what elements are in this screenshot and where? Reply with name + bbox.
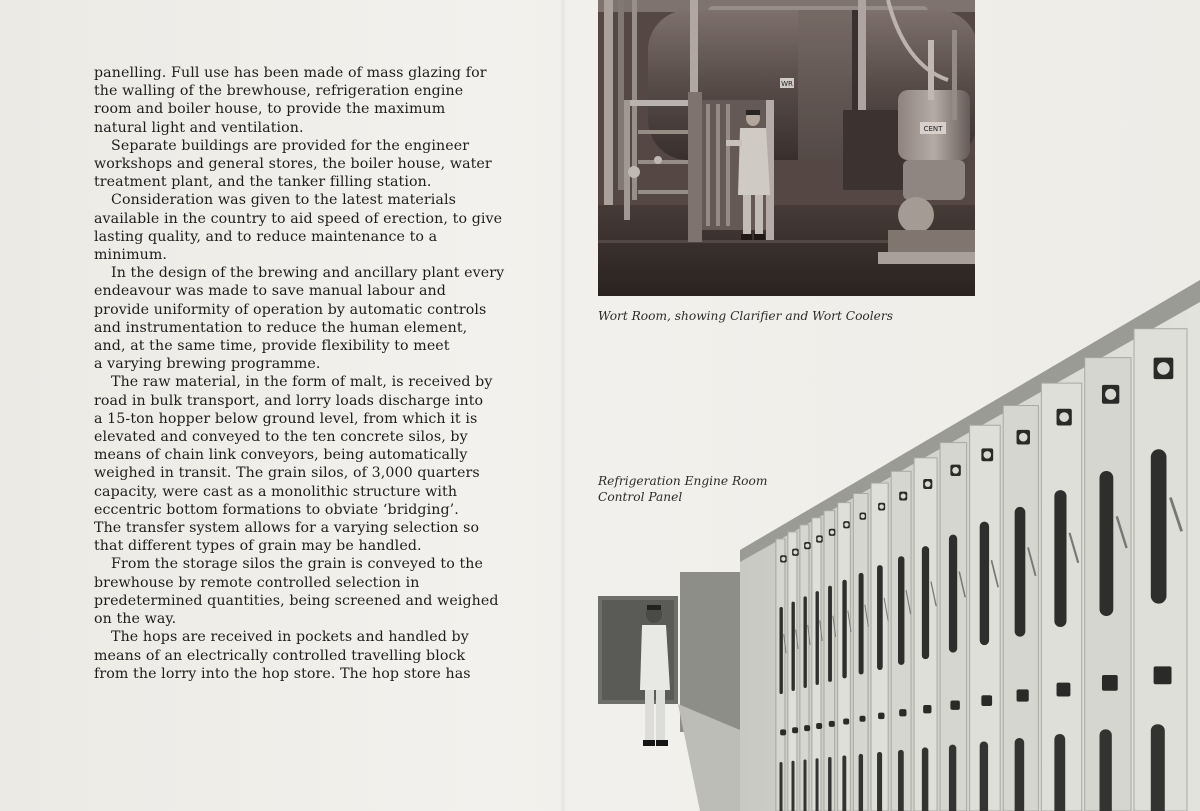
panel-column — [914, 458, 937, 811]
body-text-line: Consideration was given to the latest materials — [111, 192, 456, 209]
body-text-line: The raw material, in the form of malt, is received by — [111, 374, 493, 391]
body-text-line: the walling of the brewhouse, refrigeration engine — [94, 83, 464, 100]
body-text-line: room and boiler house, to provide the maximum — [94, 101, 446, 118]
body-text-line: means of chain link conveyors, being automatically — [94, 447, 468, 464]
panel-column — [788, 532, 799, 811]
body-text-line: In the design of the brewing and ancillary plant every — [111, 265, 505, 282]
panel-column — [1003, 406, 1038, 811]
svg-text:CENT: CENT — [923, 125, 943, 133]
body-text-line: The transfer system allows for a varying selection so — [94, 520, 480, 537]
panel-column — [812, 518, 823, 811]
body-text-line: minimum. — [94, 247, 168, 264]
body-text-line: and instrumentation to reduce the human element, — [94, 319, 468, 336]
body-text-line: a varying brewing programme. — [94, 356, 321, 373]
panel-column — [1085, 358, 1131, 811]
wort-room-illustration — [598, 0, 975, 296]
body-text-line: From the storage silos the grain is conveyed to the — [111, 556, 484, 573]
body-text-line: from the lorry into the hop store. The hop store has — [94, 665, 471, 682]
control-panel-illustration — [590, 280, 1200, 811]
body-text-line: panelling. Full use has been made of mass glazing for — [94, 65, 487, 81]
panel-column — [800, 525, 811, 811]
panel-column — [1134, 329, 1187, 811]
body-text-line: a 15-ton hopper below ground level, from which it is — [94, 410, 478, 427]
body-text-line: elevated and conveyed to the ten concrete silos, by — [94, 429, 468, 446]
wort-room-photo — [598, 0, 975, 296]
body-text-line: and, at the same time, provide flexibility to meet — [94, 338, 450, 355]
panel-cells — [776, 329, 1187, 811]
svg-text:WR: WR — [781, 80, 793, 88]
panel-column — [824, 511, 836, 811]
panel-column — [1041, 383, 1081, 811]
panel-column — [853, 493, 868, 811]
panel-column — [838, 503, 851, 811]
control-panel-caption-line2: Control Panel — [598, 490, 683, 504]
wort-room-caption: Wort Room, showing Clarifier and Wort Coolers — [598, 309, 893, 323]
control-panel-photo — [590, 280, 1200, 811]
body-text-line: brewhouse by remote controlled selection in — [94, 574, 420, 591]
body-text-line: eccentric bottom formations to obviate ‘bridging’. — [94, 501, 459, 518]
panel-column — [970, 425, 1001, 811]
body-text-line: that different types of grain may be handled. — [94, 538, 422, 555]
body-text-line: treatment plant, and the tanker filling station. — [94, 174, 432, 191]
body-text-line: weighed in transit. The grain silos, of 3,000 quarters — [94, 465, 480, 482]
body-text-line: Separate buildings are provided for the engineer — [111, 137, 470, 154]
panel-column — [940, 443, 967, 811]
panel-column — [871, 483, 888, 811]
panel-column — [776, 539, 787, 811]
body-text-line: The hops are received in pockets and handled by — [111, 629, 469, 646]
body-text-column — [94, 64, 564, 683]
body-text-line: provide uniformity of operation by automatic controls — [94, 301, 487, 318]
body-text-line: on the way. — [94, 611, 177, 628]
body-text-line: available in the country to aid speed of erection, to give — [94, 210, 503, 227]
operator-figure — [640, 605, 670, 746]
body-text-line: endeavour was made to save manual labour and — [94, 283, 446, 300]
panel-column — [891, 471, 911, 811]
body-text-line: predetermined quantities, being screened and weighed — [94, 592, 499, 609]
body-text-line: capacity, were cast as a monolithic structure with — [94, 483, 458, 500]
control-panel-caption-line1: Refrigeration Engine Room — [598, 474, 768, 488]
body-text-line: workshops and general stores, the boiler house, water — [94, 156, 492, 173]
body-text-line: lasting quality, and to reduce maintenance to a — [94, 228, 438, 245]
body-text-line: road in bulk transport, and lorry loads discharge into — [94, 392, 484, 409]
body-text-line: natural light and ventilation. — [94, 119, 304, 136]
body-text-line: means of an electrically controlled travelling block — [94, 647, 466, 664]
